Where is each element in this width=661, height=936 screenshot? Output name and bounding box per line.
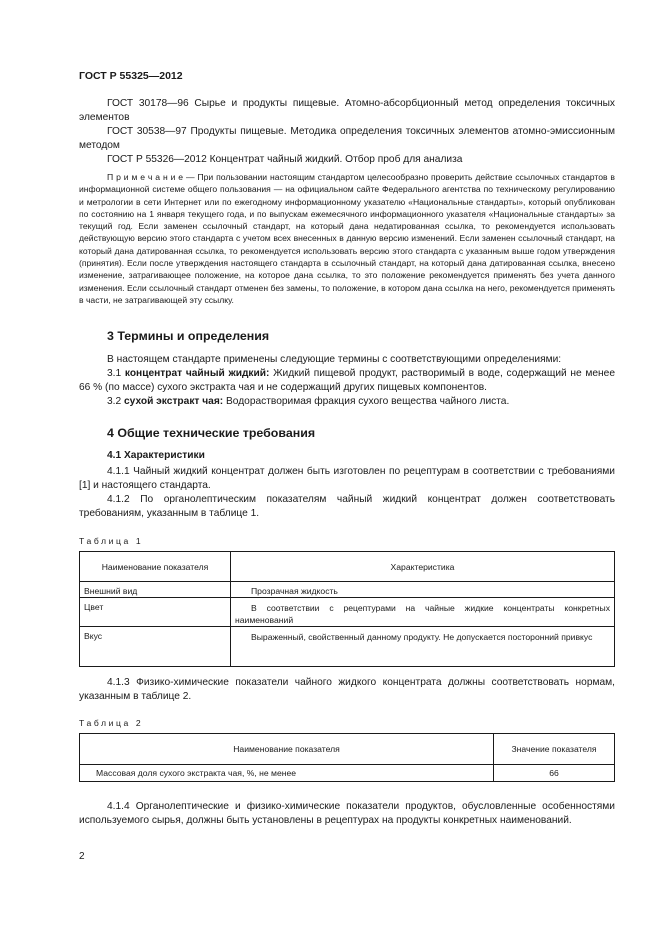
term-name: сухой экстракт чая: <box>124 396 224 407</box>
paragraph-4-1-4 <box>79 800 615 828</box>
reference-item <box>79 125 615 153</box>
term-name: концентрат чайный жидкий: <box>124 368 270 379</box>
term-number: 3.1 <box>107 368 125 379</box>
table-cell: В соответствии с рецептурами на чайные жидкие концентраты конкретных наименований <box>231 598 615 627</box>
reference-item <box>79 97 615 125</box>
section-3-intro <box>79 353 615 367</box>
table-cell: 66 <box>494 765 615 782</box>
table-cell: Выраженный, свойственный данному продукту. Не допускается посторонний привкус <box>231 627 615 667</box>
paragraph-4-1-1 <box>79 465 615 493</box>
table-2-caption: Таблица 2 <box>79 718 144 728</box>
table-1-caption: Таблица 1 <box>79 536 144 546</box>
paragraph-4-1-3 <box>79 676 615 704</box>
table-1 <box>79 551 615 667</box>
table-row <box>80 627 615 667</box>
paragraph-text: 4.1.2 По органолептическим показателям чайный жидкий концентрат должен соответствовать требованиям, указанным в таблице 1. <box>79 494 615 519</box>
paragraph-text: 4.1.3 Физико-химические показатели чайного жидкого концентрата должны соответствовать нормам, указанным в таблице 2. <box>79 677 615 702</box>
reference-item <box>79 153 615 167</box>
paragraph-text: 4.1.1 Чайный жидкий концентрат должен быть изготовлен по рецептурам в соответствии с требованиями [1] и настоящего стандарта. <box>79 466 615 491</box>
table-cell: Массовая доля сухого экстракта чая, %, не менее <box>80 765 494 782</box>
reference-list <box>79 97 615 167</box>
term-3-2 <box>79 395 615 409</box>
table-header-row <box>80 552 615 582</box>
reference-text: ГОСТ 30178—96 Сырье и продукты пищевые. Атомно-абсорбционный метод определения токсичных элементов <box>79 98 615 123</box>
table-cell: Внешний вид <box>80 582 231 598</box>
note-label: П р и м е ч а н и е — <box>107 172 195 182</box>
table-row <box>80 582 615 598</box>
section-3-title: 3 Термины и определения <box>107 329 270 343</box>
note-paragraph <box>79 171 615 306</box>
table-2 <box>79 733 615 782</box>
page-number: 2 <box>79 851 85 862</box>
table-cell: Вкус <box>80 627 231 667</box>
table-row <box>80 765 615 782</box>
reference-text: ГОСТ 30538—97 Продукты пищевые. Методика определения токсичных элементов атомно-эмиссионным методом <box>79 126 615 151</box>
table-cell: Цвет <box>80 598 231 627</box>
paragraph-text: 4.1.4 Органолептические и физико-химические показатели продуктов, обусловленные особенностями используемого сырья, должны быть установлены в рецептурах на продукты конкретных наименований. <box>79 801 615 826</box>
reference-text: ГОСТ Р 55326—2012 Концентрат чайный жидкий. Отбор проб для анализа <box>107 154 463 165</box>
table-header-cell: Наименование показателя <box>80 734 494 765</box>
paragraph-4-1-2 <box>79 493 615 521</box>
table-cell: Прозрачная жидкость <box>231 582 615 598</box>
intro-text: В настоящем стандарте применены следующие термины с соответствующими определениями: <box>107 354 562 365</box>
subsection-4-1-title: 4.1 Характеристики <box>107 450 205 461</box>
term-definition: Жидкий пищевой продукт, растворимый в воде, содержащий не менее 66 % (по массе) сухого экстракта чая и не содержащий других пищевых компонентов. <box>79 368 615 393</box>
table-header-cell: Наименование показателя <box>80 552 231 582</box>
section-3-body <box>79 353 615 409</box>
term-3-1 <box>79 367 615 395</box>
term-number: 3.2 <box>107 396 124 407</box>
table-header-row <box>80 734 615 765</box>
table-header-cell: Характеристика <box>231 552 615 582</box>
term-definition: Водорастворимая фракция сухого вещества чайного листа. <box>223 396 510 407</box>
table-row <box>80 598 615 627</box>
table-header-cell: Значение показателя <box>494 734 615 765</box>
note-text: При пользовании настоящим стандартом целесообразно проверить действие ссылочных стандартов в информационной системе общего пользования — на официальном сайте Федерального агентства по техническому регулированию и метрологии в сети Интернет или по ежегодному информационному указателю «Национальные стандарты», который опубликован по состоянию на 1 января текущего года, и по выпускам ежемесячного информационного указателя «Национальные стандарты» за текущий год. Если заменен ссылочный стандарт, на который дана недатированная ссылка, то рекомендуется использовать действующую версию этого стандарта с учетом всех внесенных в данную версию изменений. Если заменен ссылочный стандарт, на который дана датированная ссылка, то рекомендуется использовать версию этого стандарта с указанным выше годом утверждения (принятия). Если после утверждения настоящего стандарта в ссылочный стандарт, на который дана датированная ссылка, внесено изменение, затрагивающее положение, на которое дана ссылка, то это положение рекомендуется применять без учета данного изменения. Если ссылочный стандарт отменен без замены, то положение, в котором дана ссылка на него, рекомендуется применять в части, не затрагивающей эту ссылку. <box>79 172 615 305</box>
document-header: ГОСТ Р 55325—2012 <box>79 70 183 82</box>
section-4-title: 4 Общие технические требования <box>107 426 316 440</box>
